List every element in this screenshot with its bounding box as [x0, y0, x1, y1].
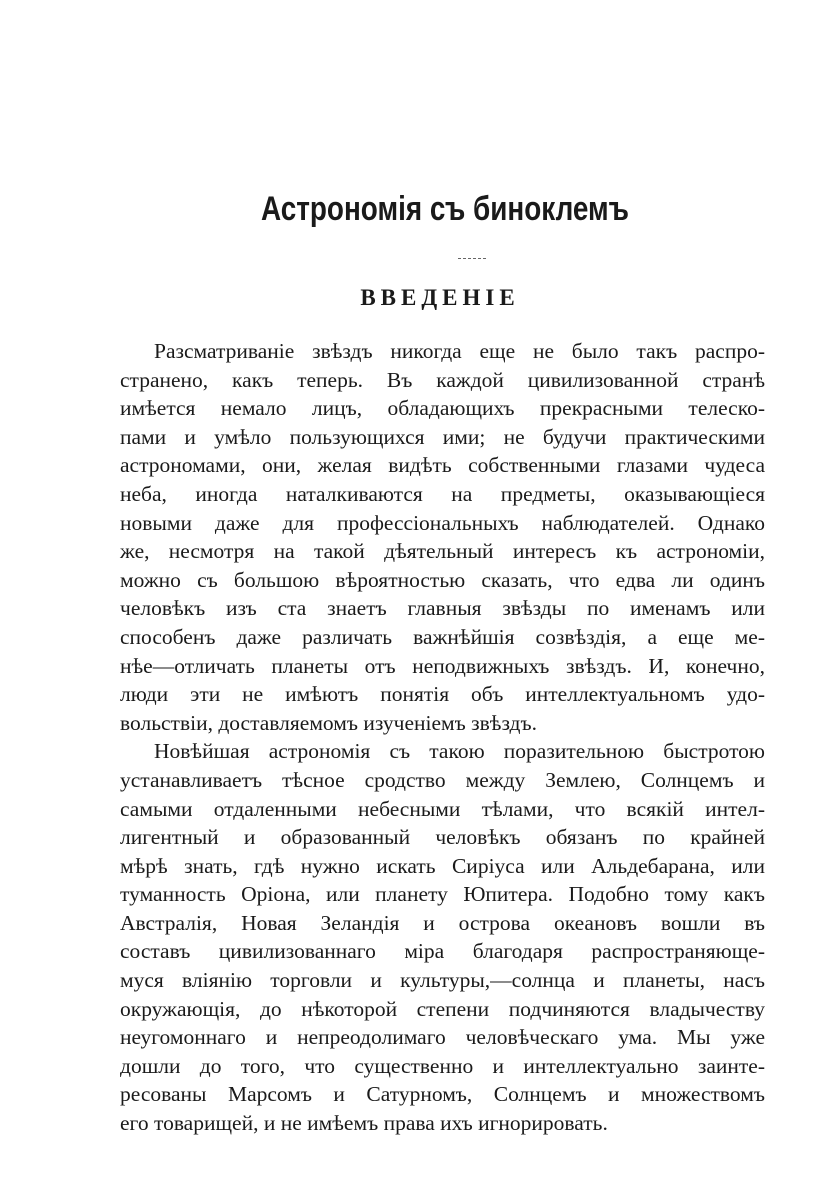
text-line: странено, какъ теперь. Въ каждой цивилизованной странѣ — [120, 367, 765, 392]
paragraph-1 — [120, 337, 765, 737]
text-line: Австралія, Новая Зеландія и острова океановъ вошли въ — [120, 910, 765, 935]
text-line: составъ цивилизованнаго міра благодаря распространяюще- — [120, 939, 765, 964]
body-text — [120, 337, 765, 1138]
text-line: неба, иногда наталкиваются на предметы, оказывающіеся — [120, 481, 765, 506]
text-line: ресованы Марсомъ и Сатурномъ, Солнцемъ и множествомъ — [120, 1082, 765, 1107]
text-line: мѣрѣ знать, гдѣ нужно искать Сиріуса или Альдебарана, или — [120, 853, 765, 878]
text-line: новыми даже для профессіональныхъ наблюдателей. Однако — [120, 510, 765, 535]
page-title: Астрономія съ биноклемъ — [260, 190, 630, 228]
text-line: туманность Оріона, или планету Юпитера. Подобно тому какъ — [120, 882, 765, 907]
section-heading: ВВЕДЕНІЕ — [360, 285, 520, 310]
text-line: же, несмотря на такой дѣятельный интересъ къ астрономіи, — [120, 539, 765, 564]
text-line: пами и умѣло пользующихся ими; не будучи практическими — [120, 424, 765, 449]
text-line: его товарищей, и не имѣемъ права ихъ игнорировать. — [120, 1111, 608, 1136]
text-line: неугомоннаго и непреодолимаго человѣческаго ума. Мы уже — [120, 1025, 765, 1050]
paragraph-2 — [120, 737, 765, 1137]
text-line: Разсматриваніе звѣздъ никогда еще не было такъ распро- — [154, 339, 765, 363]
text-line: человѣкъ изъ ста знаетъ главныя звѣзды по именамъ или — [120, 596, 765, 621]
text-line: муся вліянію торговли и культуры,—солнца и планеты, насъ — [120, 968, 765, 993]
text-line: лигентный и образованный человѣкъ обязанъ по крайней — [120, 825, 765, 850]
text-line: люди эти не имѣютъ понятія объ интеллектуальномъ удо- — [120, 682, 765, 707]
text-line: устанавливаетъ тѣсное сродство между Землею, Солнцемъ и — [120, 767, 765, 792]
text-line: вольствіи, доставляемомъ изученіемъ звѣздъ. — [120, 710, 537, 735]
text-line: самыми отдаленными небесными тѣлами, что всякій интел- — [120, 796, 765, 821]
text-line: имѣется немало лицъ, обладающихъ прекрасными телеско- — [120, 396, 765, 421]
text-line: нѣе—отличать планеты отъ неподвижныхъ звѣздъ. И, конечно, — [120, 653, 765, 678]
text-line: астрономами, они, желая видѣть собственными глазами чудеса — [120, 453, 765, 478]
text-line: окружающія, до нѣкоторой степени подчиняются владычеству — [120, 996, 765, 1021]
text-line: дошли до того, что существенно и интеллектуально заинте- — [120, 1053, 765, 1078]
title-ornament-divider — [458, 258, 486, 259]
text-line: Новѣйшая астрономія съ такою поразительною быстротою — [154, 739, 765, 764]
text-line: можно съ большою вѣроятностью сказать, что едва ли одинъ — [120, 567, 765, 592]
text-line: способенъ даже различать важнѣйшія созвѣздія, а еще ме- — [120, 624, 765, 649]
